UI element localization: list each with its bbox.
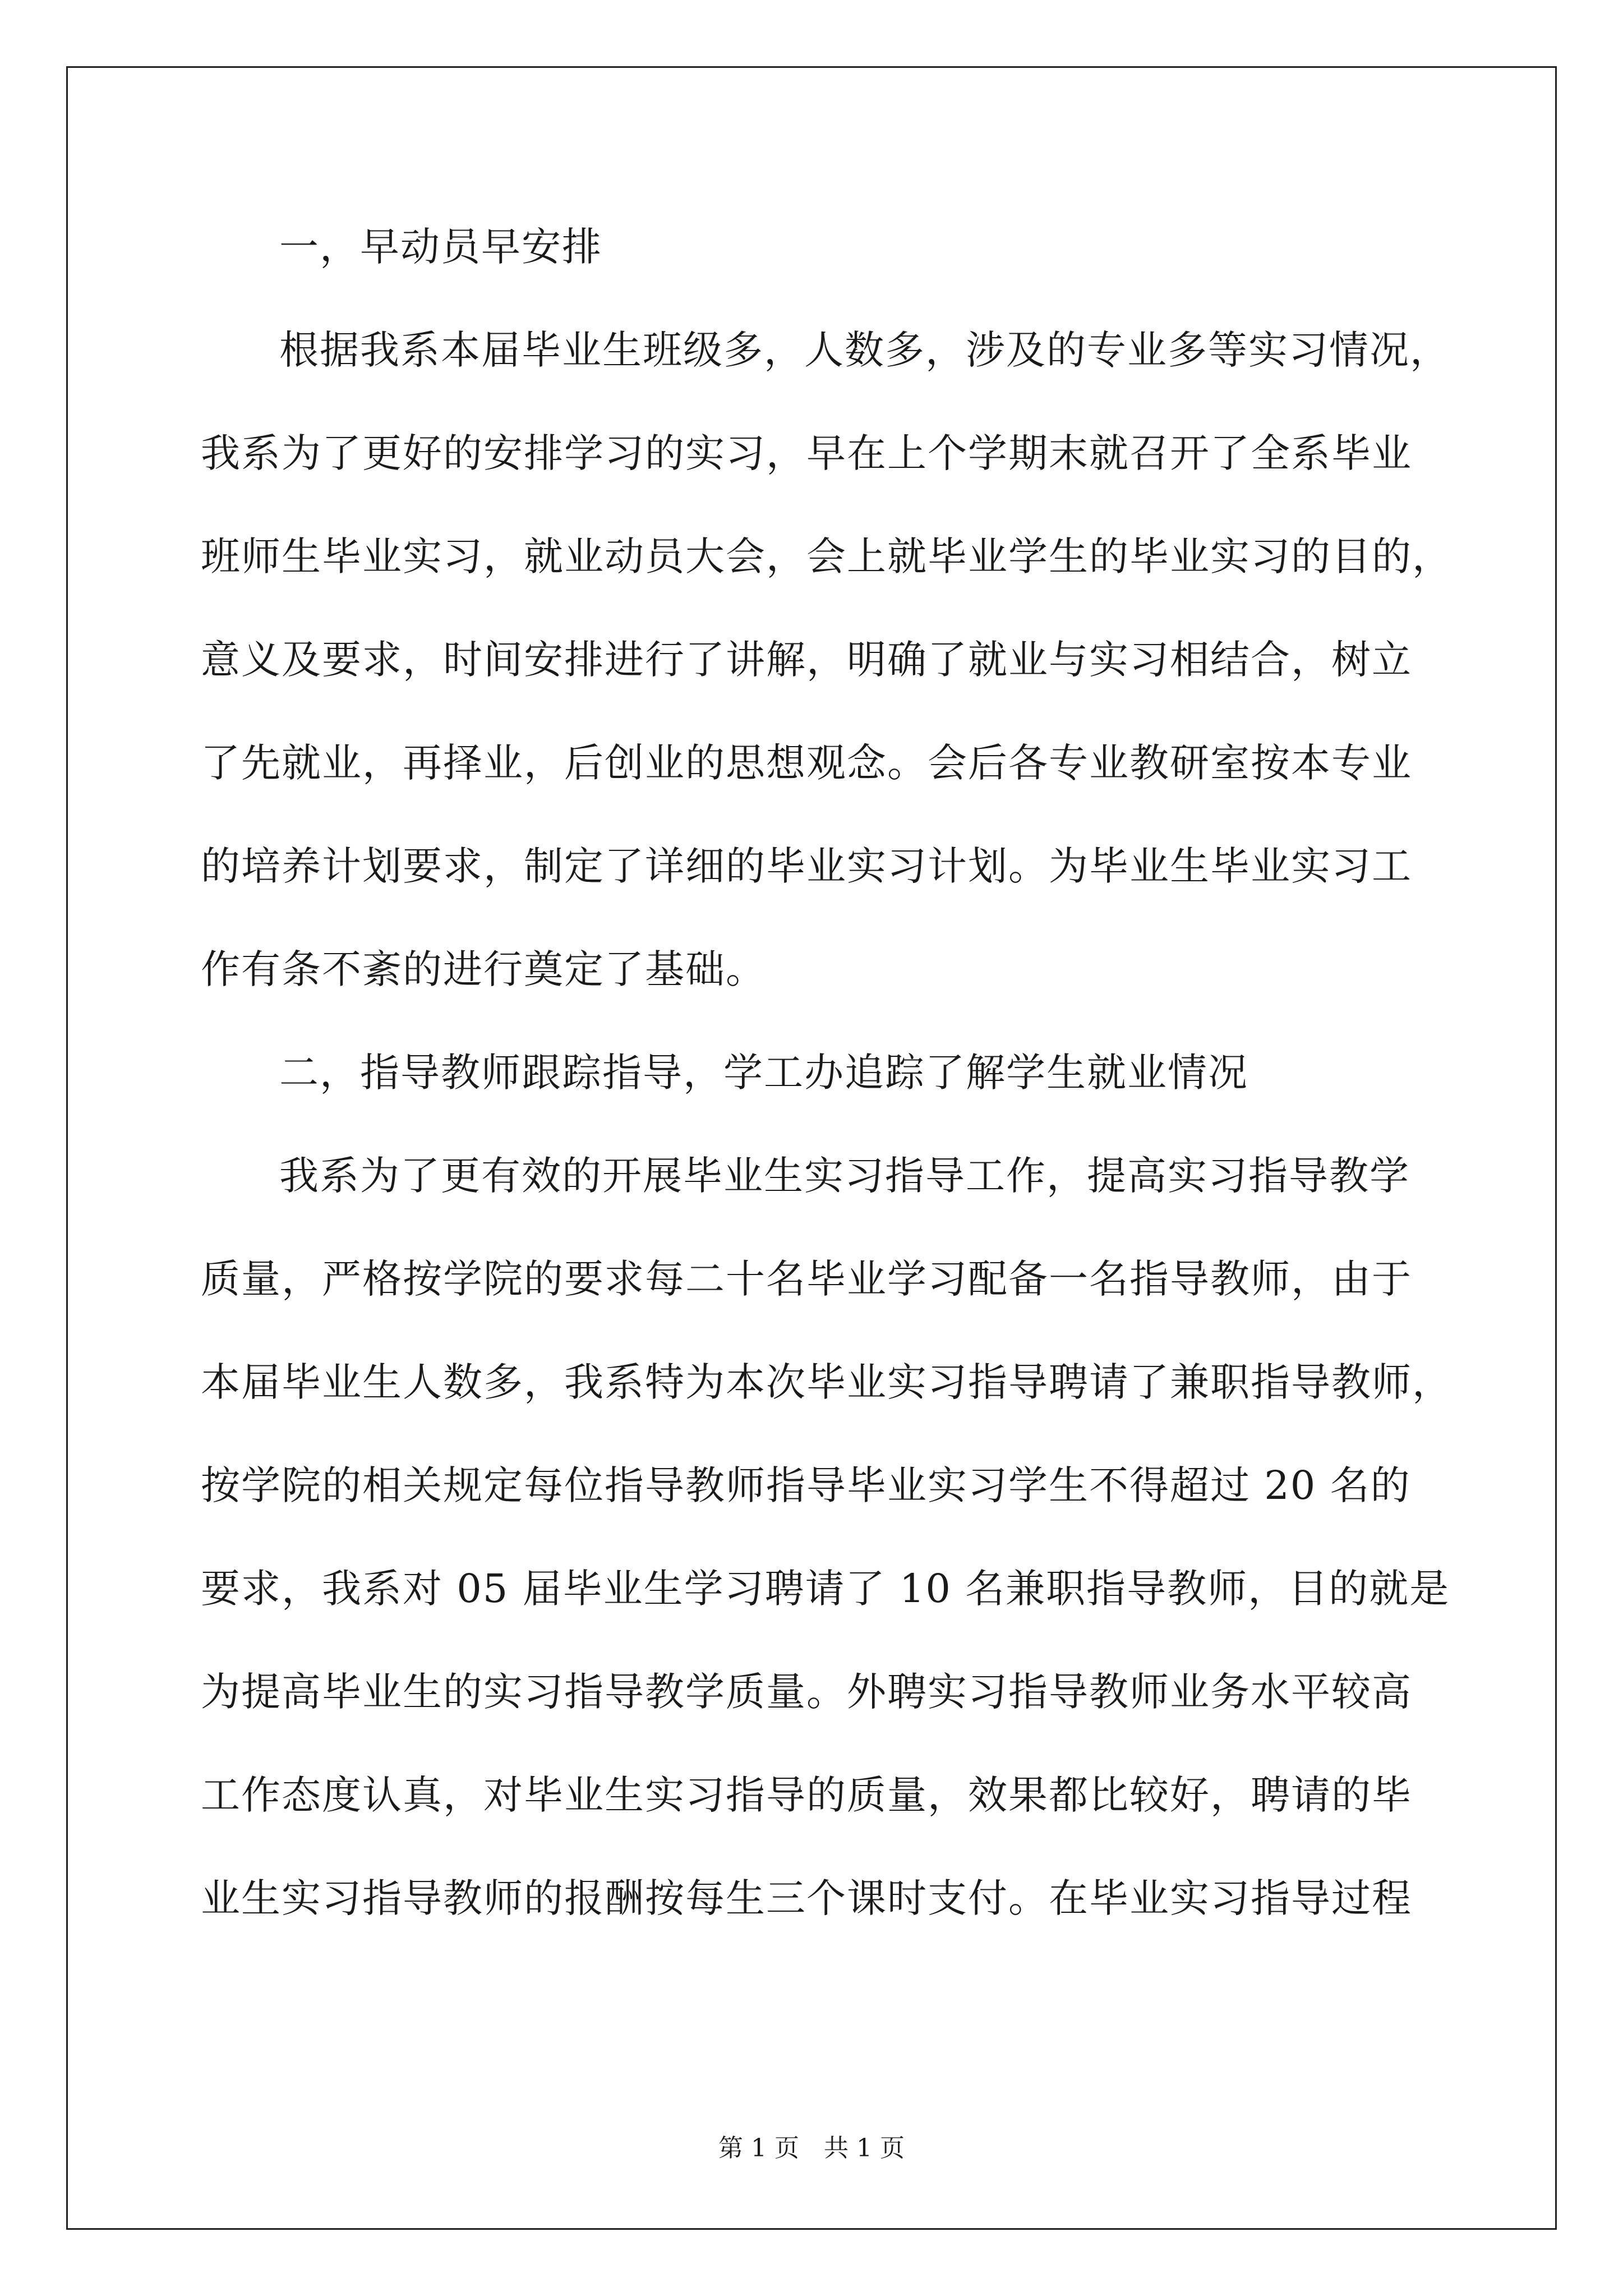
- paragraph-line: 我系为了更有效的开展毕业生实习指导工作，提高实习指导教学: [279, 1153, 1410, 1199]
- section-heading-1: 一，早动员早安排: [279, 224, 602, 270]
- document-body: [201, 216, 1453, 1971]
- paragraph-line: 作有条不紊的进行奠定了基础。: [201, 946, 766, 992]
- paragraph-line: 了先就业，再择业，后创业的思想观念。会后各专业教研室按本专业: [201, 740, 1412, 786]
- paragraph-line: 为提高毕业生的实习指导教学质量。外聘实习指导教师业务水平较高: [201, 1669, 1412, 1715]
- paragraph-line: 本届毕业生人数多，我系特为本次毕业实习指导聘请了兼职指导教师，: [201, 1359, 1453, 1405]
- paragraph-line: 业生实习指导教师的报酬按每生三个课时支付。在毕业实习指导过程: [201, 1875, 1412, 1921]
- paragraph-line: 质量，严格按学院的要求每二十名毕业学习配备一名指导教师，由于: [201, 1256, 1412, 1302]
- paragraph-line: 意义及要求，时间安排进行了讲解，明确了就业与实习相结合，树立: [201, 637, 1412, 683]
- paragraph-line: 工作态度认真，对毕业生实习指导的质量，效果都比较好，聘请的毕: [201, 1772, 1412, 1818]
- paragraph-line: 的培养计划要求，制定了详细的毕业实习计划。为毕业生毕业实习工: [201, 843, 1412, 889]
- page-footer: 第 1 页 共 1 页: [718, 2134, 905, 2162]
- paragraph-line: 要求，我系对 05 届毕业生学习聘请了 10 名兼职指导教师，目的就是: [201, 1566, 1450, 1612]
- section-heading-2: 二，指导教师跟踪指导，学工办追踪了解学生就业情况: [279, 1050, 1248, 1096]
- paragraph-line: 按学院的相关规定每位指导教师指导毕业实习学生不得超过 20 名的: [201, 1462, 1411, 1508]
- paragraph-line: 班师生毕业实习，就业动员大会，会上就毕业学生的毕业实习的目的，: [201, 533, 1453, 579]
- paragraph-line: 我系为了更好的安排学习的实习，早在上个学期末就召开了全系毕业: [201, 430, 1412, 476]
- paragraph-line: 根据我系本届毕业生班级多，人数多，涉及的专业多等实习情况，: [279, 327, 1450, 373]
